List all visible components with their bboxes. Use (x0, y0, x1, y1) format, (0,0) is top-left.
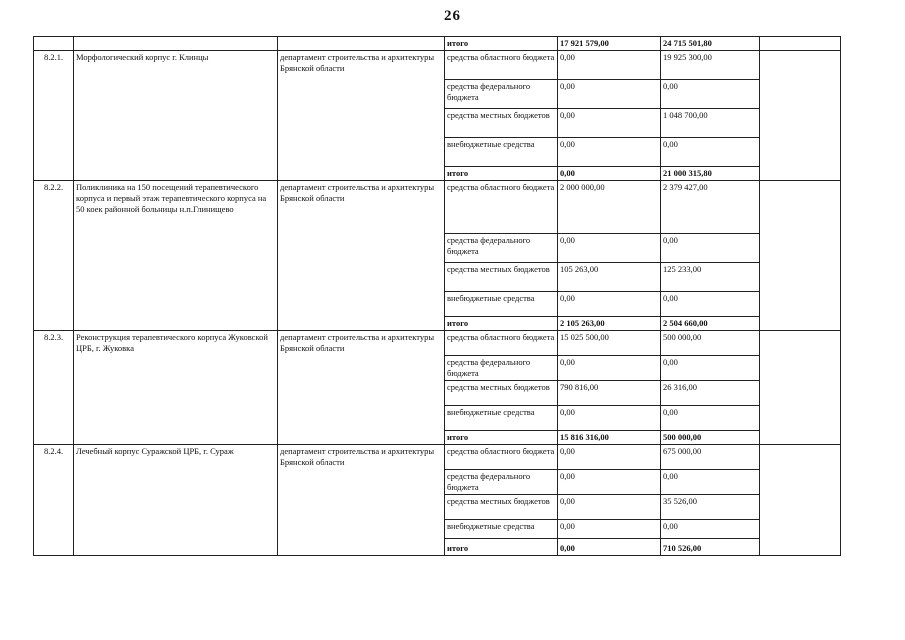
value-1: 0,00 (558, 445, 661, 470)
value-1: 0,00 (558, 292, 661, 317)
value-1: 105 263,00 (558, 263, 661, 292)
value-1: 0,00 (558, 138, 661, 167)
funding-source: внебюджетные средства (445, 292, 558, 317)
value-1: 0,00 (558, 109, 661, 138)
value-1: 0,00 (558, 406, 661, 431)
total-value-2: 500 000,00 (661, 431, 760, 445)
total-value-2: 710 526,00 (661, 539, 760, 556)
value-2: 0,00 (661, 80, 760, 109)
total-value-1: 2 105 263,00 (558, 317, 661, 331)
item-number: 8.2.4. (34, 445, 74, 556)
value-2: 675 000,00 (661, 445, 760, 470)
page-number: 26 (444, 8, 461, 24)
funding-source: средства федерального бюджета (445, 356, 558, 381)
value-2: 0,00 (661, 138, 760, 167)
table-row (34, 445, 841, 470)
value-1: 0,00 (558, 234, 661, 263)
empty-cell (760, 181, 841, 331)
funding-source: средства областного бюджета (445, 51, 558, 80)
item-name: Поликлиника на 150 посещений терапевтического корпуса и первый этаж терапевтического корпуса на 50 коек районной больницы н.п.Глинищево (74, 181, 278, 331)
table-row (34, 331, 841, 356)
item-number: 8.2.2. (34, 181, 74, 331)
value-2: 0,00 (661, 292, 760, 317)
table-row-top-total (34, 37, 841, 51)
item-name: Реконструкция терапевтического корпуса Жуковской ЦРБ, г. Жуковка (74, 331, 278, 445)
funding-source: внебюджетные средства (445, 520, 558, 539)
funding-source: средства федерального бюджета (445, 470, 558, 495)
funding-source: средства местных бюджетов (445, 495, 558, 520)
total-label: итого (445, 167, 558, 181)
funding-source: средства областного бюджета (445, 445, 558, 470)
value-1: 0,00 (558, 356, 661, 381)
funding-source: внебюджетные средства (445, 406, 558, 431)
item-department: департамент строительства и архитектуры Брянской области (278, 181, 445, 331)
total-label: итого (445, 317, 558, 331)
table-row (34, 51, 841, 80)
value-2: 2 379 427,00 (661, 181, 760, 234)
total-value-2: 2 504 660,00 (661, 317, 760, 331)
value-2: 1 048 700,00 (661, 109, 760, 138)
total-value-1: 0,00 (558, 539, 661, 556)
value-1: 0,00 (558, 520, 661, 539)
value-2: 26 316,00 (661, 381, 760, 406)
value-1: 0,00 (558, 51, 661, 80)
total-value-2: 21 000 315,80 (661, 167, 760, 181)
item-department: департамент строительства и архитектуры Брянской области (278, 51, 445, 181)
value-1: 0,00 (558, 495, 661, 520)
total-value-2: 24 715 501,80 (661, 37, 760, 51)
empty-cell (760, 51, 841, 181)
item-number: 8.2.1. (34, 51, 74, 181)
budget-table (33, 36, 841, 556)
total-value-1: 15 816 316,00 (558, 431, 661, 445)
value-1: 0,00 (558, 80, 661, 109)
funding-source: средства областного бюджета (445, 181, 558, 234)
table-cell (760, 37, 841, 51)
table-cell (34, 37, 74, 51)
value-1: 790 816,00 (558, 381, 661, 406)
table-cell (74, 37, 278, 51)
funding-source: средства местных бюджетов (445, 109, 558, 138)
value-2: 500 000,00 (661, 331, 760, 356)
value-2: 0,00 (661, 356, 760, 381)
item-name: Морфологический корпус г. Клинцы (74, 51, 278, 181)
funding-source: средства местных бюджетов (445, 381, 558, 406)
table-cell (278, 37, 445, 51)
value-2: 19 925 300,00 (661, 51, 760, 80)
item-number: 8.2.3. (34, 331, 74, 445)
total-label: итого (445, 539, 558, 556)
value-1: 0,00 (558, 470, 661, 495)
funding-source: средства федерального бюджета (445, 80, 558, 109)
funding-source: средства областного бюджета (445, 331, 558, 356)
item-name: Лечебный корпус Суражской ЦРБ, г. Сураж (74, 445, 278, 556)
value-1: 15 025 500,00 (558, 331, 661, 356)
funding-source: средства федерального бюджета (445, 234, 558, 263)
item-department: департамент строительства и архитектуры Брянской области (278, 331, 445, 445)
value-2: 0,00 (661, 406, 760, 431)
funding-source: внебюджетные средства (445, 138, 558, 167)
value-2: 0,00 (661, 520, 760, 539)
value-1: 2 000 000,00 (558, 181, 661, 234)
value-2: 35 526,00 (661, 495, 760, 520)
value-2: 125 233,00 (661, 263, 760, 292)
funding-source: средства местных бюджетов (445, 263, 558, 292)
empty-cell (760, 445, 841, 556)
total-value-1: 17 921 579,00 (558, 37, 661, 51)
item-department: департамент строительства и архитектуры Брянской области (278, 445, 445, 556)
value-2: 0,00 (661, 470, 760, 495)
table-row (34, 181, 841, 234)
value-2: 0,00 (661, 234, 760, 263)
total-label: итого (445, 37, 558, 51)
total-value-1: 0,00 (558, 167, 661, 181)
empty-cell (760, 331, 841, 445)
total-label: итого (445, 431, 558, 445)
